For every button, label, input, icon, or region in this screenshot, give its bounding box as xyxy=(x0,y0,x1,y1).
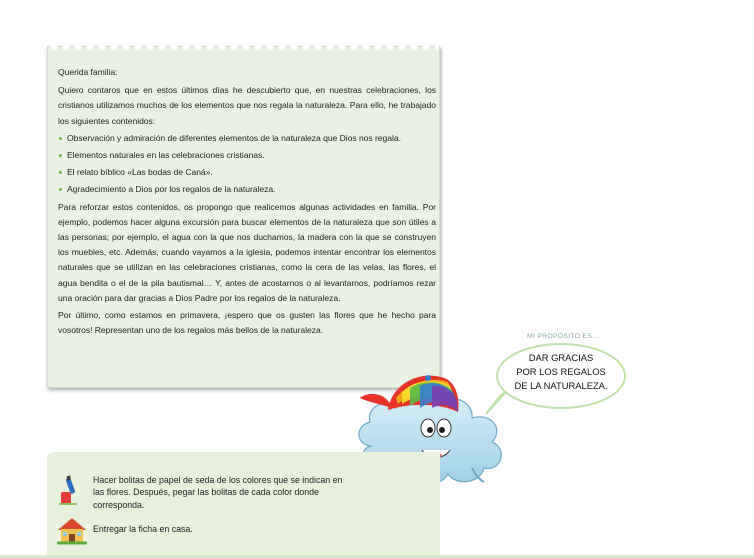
letter-intro: Quiero contaros que en estos últimos días he descubierto que, en nuestras celebraciones, los cristianos utilizamos muchos de los elementos que nos regala la naturaleza. Para ello, he trabajado los siguientes contenidos: xyxy=(58,85,436,126)
bullet-icon xyxy=(59,171,62,174)
house-icon xyxy=(55,514,89,548)
activity-item xyxy=(55,514,343,548)
letter-body xyxy=(58,65,436,340)
bullet-icon xyxy=(59,188,62,191)
letter-greeting: Querida familia: xyxy=(58,67,118,77)
contents-list xyxy=(58,131,436,198)
bubble-line: DE LA NATURALEZA. xyxy=(514,380,608,391)
bullet-icon xyxy=(59,154,62,157)
contents-item xyxy=(58,165,436,180)
letter-proposal: Para reforzar estos contenidos, os propongo que realicemos algunas actividades en familia. Por ejemplo, podemos hacer alguna excursión para buscar elementos de la naturaleza que son útiles a las personas; por ejemplo, el agua con la que nos duchamos, la madera con la que se construyen los muebles, etc. Además, cuando vayamos a la iglesia, podemos intentar encontrar los elementos naturales que se utilizan en las celebraciones cristianas, como la cera de las velas, las flores, el agua bendita o el de la pila bautismal… Y, antes de acostarnos o al levantarnos, podríamos rezar una oración para dar gracias a Dios Padre por los regalos de la naturaleza. xyxy=(58,201,436,303)
letter-closing: Por último, como estamos en primavera, ¡espero que os gusten las flores que he hecho para vosotros! Representan uno de los regalos más bellos de la naturaleza. xyxy=(58,310,436,336)
contents-item-text: Observación y admiración de diferentes elementos de la naturaleza que Dios nos regala. xyxy=(67,132,401,143)
paintbrush-icon xyxy=(55,474,89,508)
contents-item xyxy=(58,131,436,146)
family-letter-note xyxy=(47,46,440,388)
bubble-line: POR LOS REGALOS xyxy=(516,366,606,377)
activities-panel xyxy=(47,452,440,558)
activity-text: Hacer bolitas de papel de seda de los colores que se indican en las flores. Después, pegar las bolitas de cada color donde corresponda. xyxy=(93,475,343,510)
bubble-caption: MI PROPÓSITO ES... xyxy=(527,333,599,340)
activity-text: Entregar la ficha en casa. xyxy=(93,524,193,534)
bullet-icon xyxy=(59,137,62,140)
contents-item-text: El relato bíblico «Las bodas de Caná». xyxy=(67,167,213,178)
contents-item-text: Elementos naturales en las celebraciones cristianas. xyxy=(67,150,265,161)
bubble-line: DAR GRACIAS xyxy=(528,352,594,363)
notebook-perforation xyxy=(48,43,439,53)
activity-item xyxy=(55,474,343,511)
contents-item-text: Agradecimiento a Dios por los regalos de la naturaleza. xyxy=(67,184,276,195)
contents-item xyxy=(58,182,436,197)
contents-item xyxy=(58,148,436,163)
